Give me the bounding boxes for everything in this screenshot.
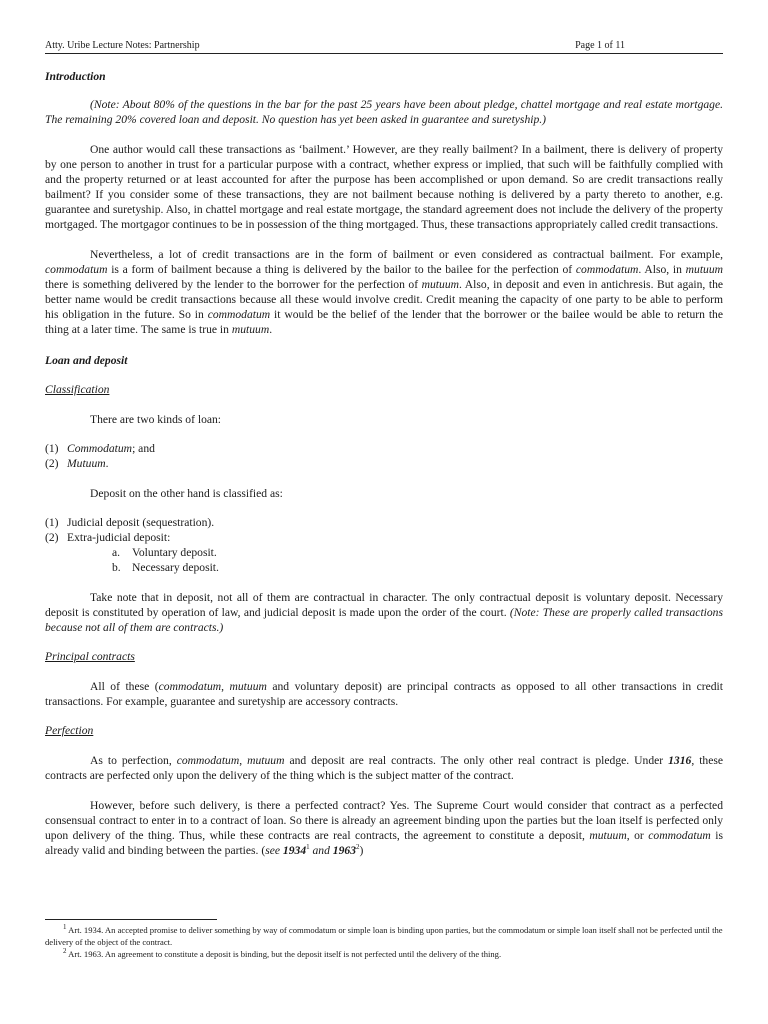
deposit-classes-list (45, 515, 723, 545)
header-title: Atty. Uribe Lecture Notes: Partnership (45, 40, 200, 51)
list-item: (2) Extra-judicial deposit: (45, 531, 171, 544)
list-item: (1) Commodatum; and (45, 442, 155, 455)
perfection-paragraph-2: However, before such delivery, is there a perfected contract? Yes. The Supreme Court would consider that contract as a perfected consensual contract to enter in to a contract of loan. So there is already an agreement binding upon the parties but the loan itself is perfected only upon delivery of the thing. Thus, while these contracts are real contracts, the agreement to constitute a deposit, mutuum, or commodatum is already valid and binding between the parties. (see 1934$^1$ and 1963$^2$) (45, 799, 723, 857)
footnote-ref-1[interactable]: 1 (306, 843, 310, 852)
section-title-introduction: Introduction (45, 70, 106, 83)
footnote-separator (45, 919, 217, 920)
loan-kinds-intro: There are two kinds of loan: (90, 413, 222, 426)
extra-judicial-list (45, 545, 723, 575)
subsection-title-classification: Classification (45, 383, 110, 396)
subsection-title-principal-contracts: Principal contracts (45, 650, 135, 663)
deposit-note-paragraph: Take note that in deposit, not all of them are contractual in character. The only contractual deposit is voluntary deposit. Necessary deposit is constituted by operation of law, and judicial deposit is made upon the order of the court. (Note: These are properly called transactions because not all of them are contracts.) (45, 591, 723, 634)
document-page (45, 40, 723, 858)
list-item: b. Necessary deposit. (112, 561, 219, 574)
footnote-2: $^2$ Art. 1963. An agreement to constitute a deposit is binding, but the deposit itself is not perfected until the delivery of the thing. (63, 947, 502, 959)
perfection-paragraph-1: As to perfection, commodatum, mutuum and deposit are real contracts. The only other real contract is pledge. Under 1316, these contracts are perfected only upon the delivery of the thing which is the subject matter of the contract. (45, 754, 724, 782)
page-header (45, 40, 723, 54)
footnote-ref-2[interactable]: 2 (355, 843, 360, 852)
deposit-classes-intro: Deposit on the other hand is classified as: (90, 487, 283, 500)
footnote-1: $^1$ Art. 1934. An accepted promise to deliver something by way of commodatum or simple loan is binding upon parties, but the commodatum or simple loan itself shall not be perfected until the delivery of the object of the contract. (45, 923, 723, 947)
intro-note: (Note: About 80% of the questions in the bar for the past 25 years have been about pledge, chattel mortgage and real estate mortgage. The remaining 20% covered loan and deposit. No question has yet been asked in guarantee and suretyship.) (45, 98, 723, 126)
loan-kinds-list (45, 441, 723, 471)
section-title-loan-and-deposit: Loan and deposit (45, 354, 128, 367)
page-number: Page 1 of 11 (575, 40, 625, 51)
principal-contracts-paragraph: All of these (commodatum, mutuum and voluntary deposit) are principal contracts as opposed to all other transactions in credit transactions. For example, guarantee and suretyship are accessory contracts. (45, 680, 723, 708)
list-item: a. Voluntary deposit. (112, 546, 217, 559)
footnotes (45, 924, 723, 960)
subsection-title-perfection: Perfection (45, 724, 94, 737)
list-item: (1) Judicial deposit (sequestration). (45, 516, 215, 529)
intro-paragraph-1: One author would call these transactions as ‘bailment.’ However, are they really bailment? In a bailment, there is delivery of property by one person to another in trust for a particular purpose with a contract, whether express or implied, that such will be faithfully complied with and the property returned or at least accounted for after the purpose has been accomplished or upon demand. So are credit transactions really bailment? If you consider some of these transactions, they are not bailment because nothing is delivered by a party thereto to another, e.g. guarantee and suretyship. Also, in chattel mortgage and real estate mortgage, the standard agreement does not include the delivery of the property mortgaged. The mortgagor continues to be in possession of the thing mortgaged. Thus, these transactions appropriately called credit transactions. (45, 143, 723, 231)
intro-paragraph-2: Nevertheless, a lot of credit transactions are in the form of bailment or even considered as contractual bailment. For example, commodatum is a form of bailment because a thing is delivered by the bailor to the bailee for the perfection of commodatum. Also, in mutuum there is something delivered by the lender to the borrower for the perfection of mutuum. Also, in deposit and even in antichresis. But again, the better name would be credit transactions because all these would involve credit. Credit meaning the capacity of one party to be able to perform his obligation in the future. So in commodatum it would be the belief of the lender that the borrower or the bailee would be able to return the thing at a later time. The same is true in mutuum. (45, 248, 724, 336)
list-item: (2) Mutuum. (45, 457, 109, 470)
